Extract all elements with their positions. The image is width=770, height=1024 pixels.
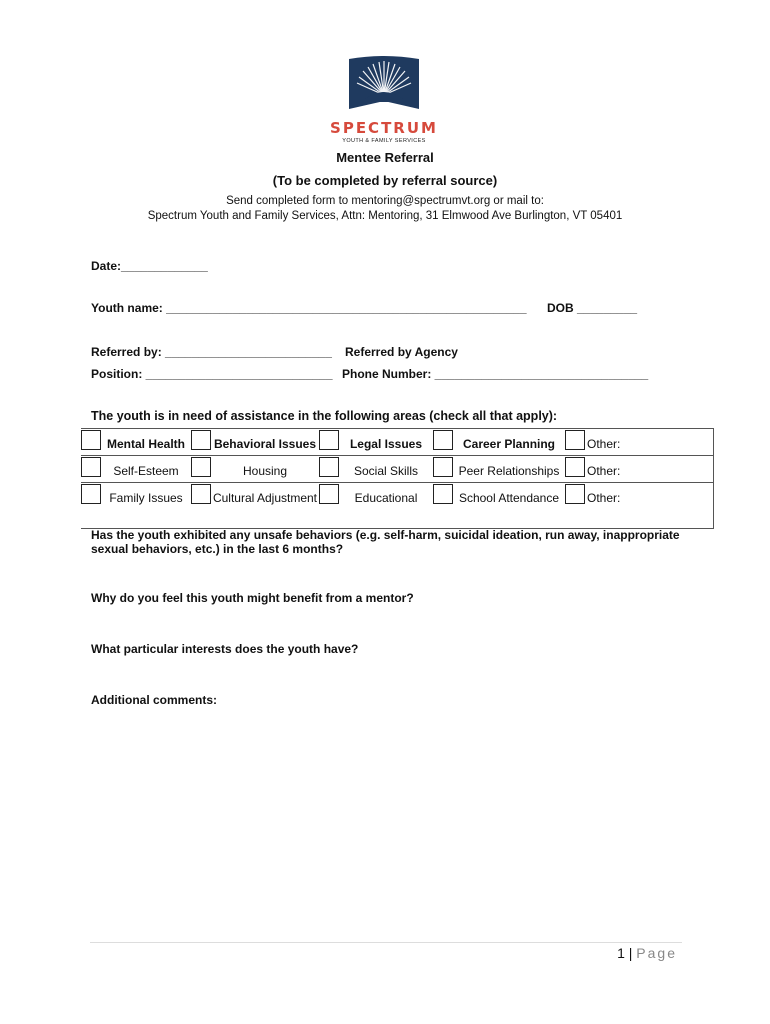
checkbox[interactable] <box>433 484 453 504</box>
page-footer <box>617 945 677 961</box>
area-option-peer-relationships[interactable]: Peer Relationships <box>433 456 565 482</box>
checkbox[interactable] <box>319 430 339 450</box>
spectrum-logo <box>328 55 440 144</box>
area-option-school-attendance[interactable]: School Attendance <box>433 483 565 528</box>
area-option-other-2[interactable]: Other: <box>565 456 713 482</box>
area-option-social-skills[interactable]: Social Skills <box>319 456 433 482</box>
assistance-areas-table <box>81 428 714 529</box>
area-option-behavioral-issues[interactable]: Behavioral Issues <box>191 429 319 455</box>
areas-heading: The youth is in need of assistance in the following areas (check all that apply): <box>91 409 558 423</box>
checkbox[interactable] <box>191 430 211 450</box>
checkbox[interactable] <box>319 484 339 504</box>
area-option-mental-health[interactable]: Mental Health <box>81 429 191 455</box>
area-option-family-issues[interactable]: Family Issues <box>81 483 191 528</box>
youth-name-field[interactable]: Youth name: ______________________________________________________ <box>91 301 527 315</box>
position-field[interactable]: Position: ____________________________ <box>91 367 333 381</box>
areas-row <box>81 456 713 483</box>
phone-number-field[interactable]: Phone Number: ________________________________ <box>342 367 649 381</box>
area-option-other-1[interactable]: Other: <box>565 429 713 455</box>
logo-tagline: YOUTH & FAMILY SERVICES <box>342 138 426 144</box>
areas-row <box>81 483 713 529</box>
sunburst-logo-icon <box>345 55 423 111</box>
area-option-cultural-adjustment[interactable]: Cultural Adjustment <box>191 483 319 528</box>
areas-row <box>81 429 713 456</box>
additional-comments-label: Additional comments: <box>91 693 218 707</box>
checkbox[interactable] <box>191 484 211 504</box>
checkbox[interactable] <box>565 430 585 450</box>
checkbox[interactable] <box>565 484 585 504</box>
instructions-line-1: Send completed form to mentoring@spectrumvt.org or mail to: <box>226 195 544 207</box>
checkbox[interactable] <box>81 484 101 504</box>
area-option-housing[interactable]: Housing <box>191 456 319 482</box>
area-option-self-esteem[interactable]: Self-Esteem <box>81 456 191 482</box>
checkbox[interactable] <box>433 430 453 450</box>
question-mentor-benefit: Why do you feel this youth might benefit from a mentor? <box>91 591 414 605</box>
area-option-educational[interactable]: Educational <box>319 483 433 528</box>
checkbox[interactable] <box>81 430 101 450</box>
checkbox[interactable] <box>191 457 211 477</box>
area-option-career-planning[interactable]: Career Planning <box>433 429 565 455</box>
referred-by-field[interactable]: Referred by: _________________________ <box>91 345 332 359</box>
dob-field[interactable]: DOB _________ <box>547 301 638 315</box>
logo-brand-text: SPECTRUM <box>330 119 438 137</box>
instructions-line-2: Spectrum Youth and Family Services, Attn: Mentoring, 31 Elmwood Ave Burlington, VT 05401 <box>147 210 623 222</box>
checkbox[interactable] <box>81 457 101 477</box>
referred-by-agency-label: Referred by Agency <box>345 345 458 359</box>
footer-separator: | <box>624 945 637 961</box>
footer-divider <box>90 942 682 943</box>
page-label: Page <box>636 945 677 961</box>
form-title: Mentee Referral <box>336 150 434 165</box>
date-field[interactable]: Date:_____________ <box>91 259 208 273</box>
question-unsafe-behaviors: Has the youth exhibited any unsafe behaviors (e.g. self-harm, suicidal ideation, run away, inappropriate sexual behaviors, etc.) in the last 6 months? <box>91 528 680 556</box>
checkbox[interactable] <box>565 457 585 477</box>
form-subtitle: (To be completed by referral source) <box>272 173 498 188</box>
page-number: 1 <box>617 945 625 961</box>
area-option-legal-issues[interactable]: Legal Issues <box>319 429 433 455</box>
checkbox[interactable] <box>319 457 339 477</box>
question-interests: What particular interests does the youth have? <box>91 642 359 656</box>
area-option-other-3[interactable]: Other: <box>565 483 713 528</box>
checkbox[interactable] <box>433 457 453 477</box>
